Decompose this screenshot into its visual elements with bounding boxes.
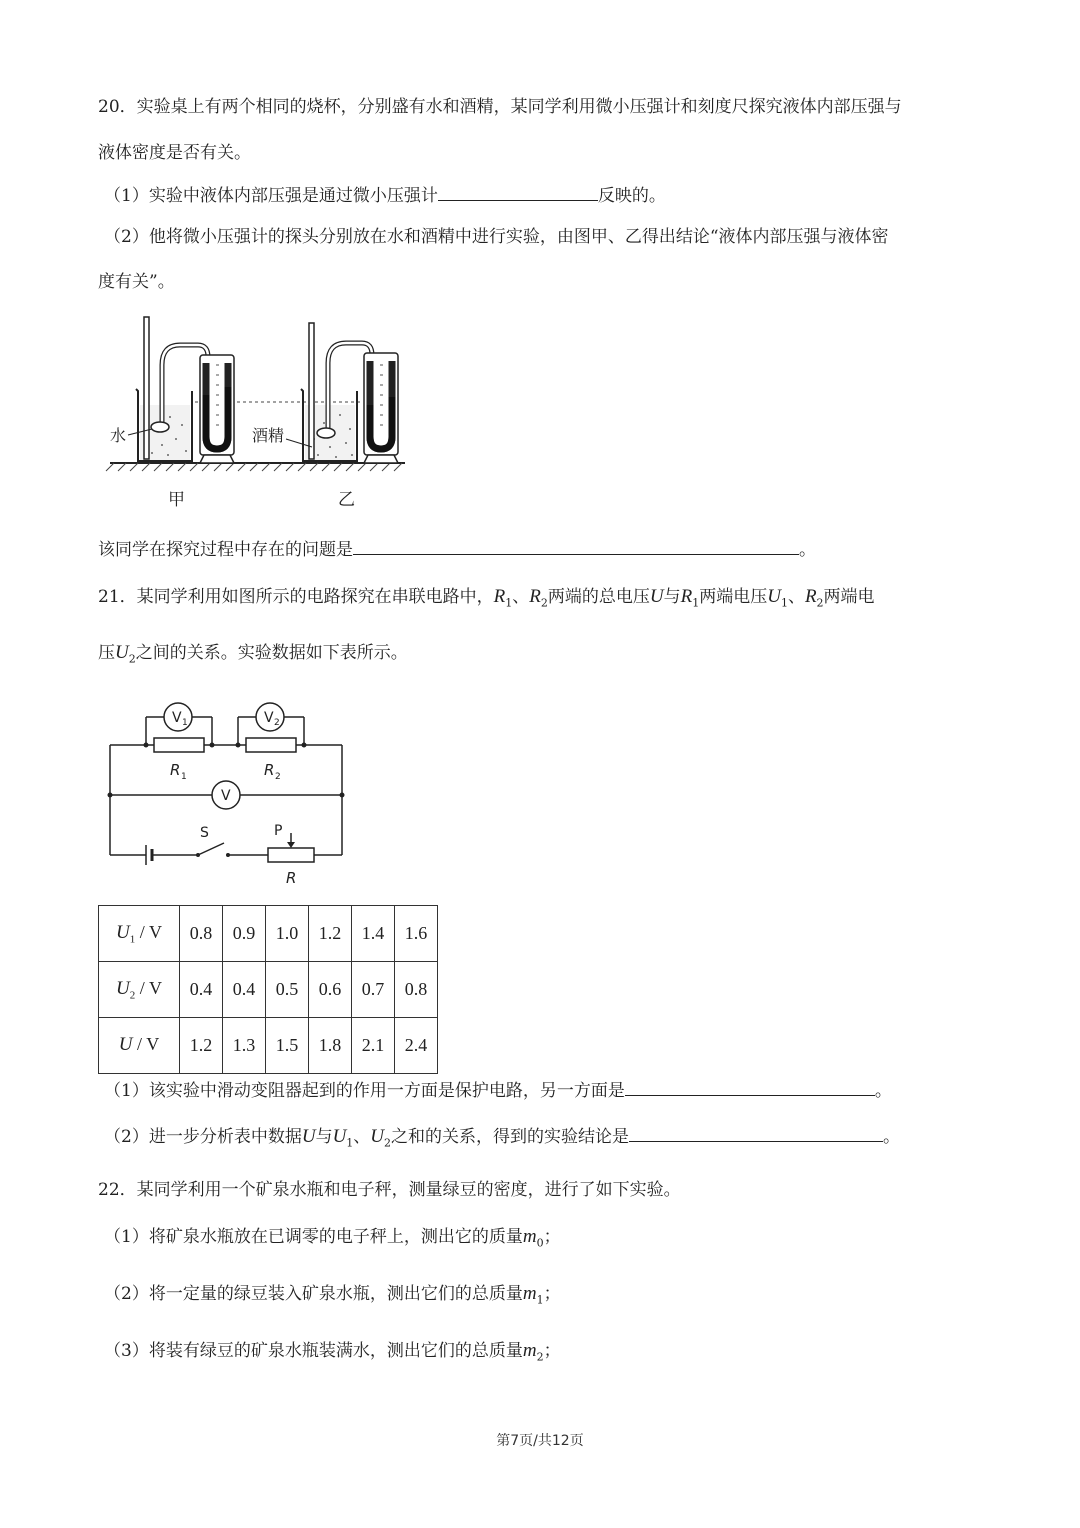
q21-stem-line1 [98, 582, 875, 609]
q21-part2 [104, 1122, 900, 1149]
q21-part1-end: 。 [874, 1081, 892, 1101]
q20-stem-line1: 20．实验桌上有两个相同的烧杯，分别盛有水和酒精，某同学利用微小压强计和刻度尺探究液体内部压强与 [98, 97, 902, 117]
var-m1: m [522, 1283, 537, 1304]
q22-stem: 22．某同学利用一个矿泉水瓶和电子秤，测量绿豆的密度，进行了如下实验。 [98, 1180, 681, 1200]
var-u: U [301, 1126, 316, 1147]
sub-1: 1 [346, 1136, 354, 1150]
q20-problem-text: 该同学在探究过程中存在的问题是 [98, 540, 353, 560]
var-u1: U [767, 586, 781, 607]
var-m2: m [522, 1340, 537, 1361]
q22-step1-text: （1）将矿泉水瓶放在已调零的电子秤上，测出它的质量 [104, 1227, 523, 1247]
table-cell: 1.2 [180, 1018, 223, 1074]
q21-part2-text-c: 之和的关系，得到的实验结论是 [391, 1127, 630, 1147]
q21-stem-text-d: 两端电压 [699, 587, 768, 607]
table-cell: 0.5 [266, 962, 309, 1018]
q22-step2-text: （2）将一定量的绿豆装入矿泉水瓶，测出它们的总质量 [104, 1284, 523, 1304]
var-r2: R [529, 586, 541, 607]
q21-part2-end: 。 [883, 1127, 901, 1147]
row-unit: / V [135, 977, 162, 998]
var-r2: R [804, 586, 817, 607]
u-tube-jia [200, 355, 234, 463]
voltmeter-v-label: V [221, 788, 231, 804]
resistor-r1-sub: 1 [181, 772, 187, 782]
table-cell: 0.6 [309, 962, 352, 1018]
switch-label: S [200, 825, 209, 841]
sub-0: 0 [536, 1236, 544, 1250]
q21-part1 [104, 1076, 892, 1101]
row-header [99, 962, 180, 1018]
row-unit: / V [132, 1033, 160, 1054]
sub-2: 2 [540, 596, 548, 610]
q22-step2-end: ； [543, 1284, 561, 1304]
sep: 、 [787, 587, 805, 607]
beaker-yi [301, 323, 372, 461]
table-row [99, 1018, 438, 1074]
q20-part2-line2: 度有关”。 [98, 272, 175, 292]
var-u1: U [332, 1126, 347, 1147]
q20-part1-end: 反映的。 [597, 186, 666, 206]
table-cell: 0.8 [180, 906, 223, 962]
label-alcohol: 酒精 [252, 426, 285, 445]
row-header [99, 1018, 180, 1074]
table-cell: 0.8 [395, 962, 438, 1018]
q22-step1 [104, 1222, 561, 1249]
sub-2: 2 [128, 652, 136, 666]
row-unit: / V [135, 921, 162, 942]
q21-part1-text: （1）该实验中滑动变阻器起到的作用一方面是保护电路，另一方面是 [104, 1081, 625, 1101]
q21-stem-text-a: 21．某同学利用如图所示的电路探究在串联电路中， [98, 587, 494, 607]
q21-part1-blank[interactable] [625, 1081, 875, 1096]
row-symbol: U [116, 921, 130, 943]
q21-stem-text-g: 之间的关系。实验数据如下表所示。 [135, 643, 408, 663]
q22-step1-end: ； [543, 1227, 561, 1247]
pressure-gauge-figure [100, 305, 410, 515]
sub-1: 1 [536, 1293, 544, 1307]
row-symbol: U [116, 977, 130, 999]
table-cell: 2.1 [352, 1018, 395, 1074]
var-m0: m [522, 1226, 537, 1247]
table-cell: 2.4 [395, 1018, 438, 1074]
row-symbol: U [118, 1033, 133, 1055]
q20-problem [98, 535, 816, 560]
q21-part2-text-a: （2）进一步分析表中数据 [104, 1127, 302, 1147]
sub-1: 1 [692, 596, 700, 610]
slider-label: P [274, 823, 283, 839]
u-tube-yi [364, 353, 398, 463]
q21-stem-text-e: 两端电 [823, 587, 875, 607]
table-cell: 1.2 [309, 906, 352, 962]
sub-2: 2 [384, 1136, 392, 1150]
q21-part2-text-b: 与 [315, 1127, 333, 1147]
q20-part1 [104, 181, 666, 206]
var-u2: U [370, 1126, 385, 1147]
q20-part2-line1: （2）他将微小压强计的探头分别放在水和酒精中进行实验，由图甲、乙得出结论“液体内部压强与液体密 [104, 227, 889, 247]
sep: 、 [512, 587, 530, 607]
sub-1: 1 [780, 596, 788, 610]
q21-part2-blank[interactable] [629, 1127, 883, 1142]
table-cell: 1.6 [395, 906, 438, 962]
table-cell: 1.4 [352, 906, 395, 962]
beaker-jia [136, 317, 208, 461]
q20-problem-end: 。 [799, 540, 816, 560]
sub-2: 2 [816, 596, 824, 610]
q20-part1-blank[interactable] [438, 186, 598, 201]
label-water: 水 [110, 426, 127, 445]
q22-step3-end: ； [543, 1341, 561, 1361]
table-cell: 0.7 [352, 962, 395, 1018]
label-yi: 乙 [338, 490, 355, 510]
resistor-r2-label: R [264, 761, 275, 779]
voltmeter-v1-label: V [172, 710, 182, 726]
table-cell: 0.4 [223, 962, 266, 1018]
table-cell: 1.0 [266, 906, 309, 962]
voltmeter-v2-sub: 2 [274, 718, 280, 728]
voltmeter-v1-sub: 1 [182, 718, 188, 728]
var-r1: R [680, 586, 693, 607]
voltage-data-table [98, 905, 438, 1074]
q21-stem-text-c: 与 [663, 587, 681, 607]
table-row [99, 906, 438, 962]
rheostat-label: R [286, 869, 297, 887]
table-cell: 0.9 [223, 906, 266, 962]
q22-step2 [104, 1279, 561, 1306]
page-number: 第7页/共12页 [496, 1433, 584, 1449]
table-cell: 0.4 [180, 962, 223, 1018]
var-r1: R [493, 586, 506, 607]
table-cell: 1.5 [266, 1018, 309, 1074]
table-cell: 1.8 [309, 1018, 352, 1074]
sub-1: 1 [505, 596, 513, 610]
resistor-r1-label: R [170, 761, 181, 779]
resistor-r2-sub: 2 [275, 772, 281, 782]
sep: 、 [353, 1127, 371, 1147]
var-u2: U [115, 642, 129, 663]
q22-step3 [104, 1336, 561, 1363]
row-header [99, 906, 180, 962]
q21-stem-text-b: 两端的总电压 [547, 587, 650, 607]
q20-stem-line2: 液体密度是否有关。 [98, 143, 251, 163]
q21-stem-text-f: 压 [98, 643, 115, 663]
label-jia: 甲 [168, 490, 185, 510]
var-u: U [649, 586, 664, 607]
table-cell: 1.3 [223, 1018, 266, 1074]
circuit-diagram [98, 695, 358, 895]
sub-2: 2 [536, 1350, 544, 1364]
q22-step3-text: （3）将装有绿豆的矿泉水瓶装满水，测出它们的总质量 [104, 1341, 523, 1361]
voltmeter-v2-label: V [264, 710, 274, 726]
row-subscript: 1 [129, 933, 136, 946]
row-subscript: 2 [129, 989, 136, 1002]
q20-part1-text: （1）实验中液体内部压强是通过微小压强计 [104, 186, 438, 206]
q21-stem-line2 [98, 638, 408, 665]
q20-problem-blank[interactable] [353, 540, 799, 555]
table-row [99, 962, 438, 1018]
